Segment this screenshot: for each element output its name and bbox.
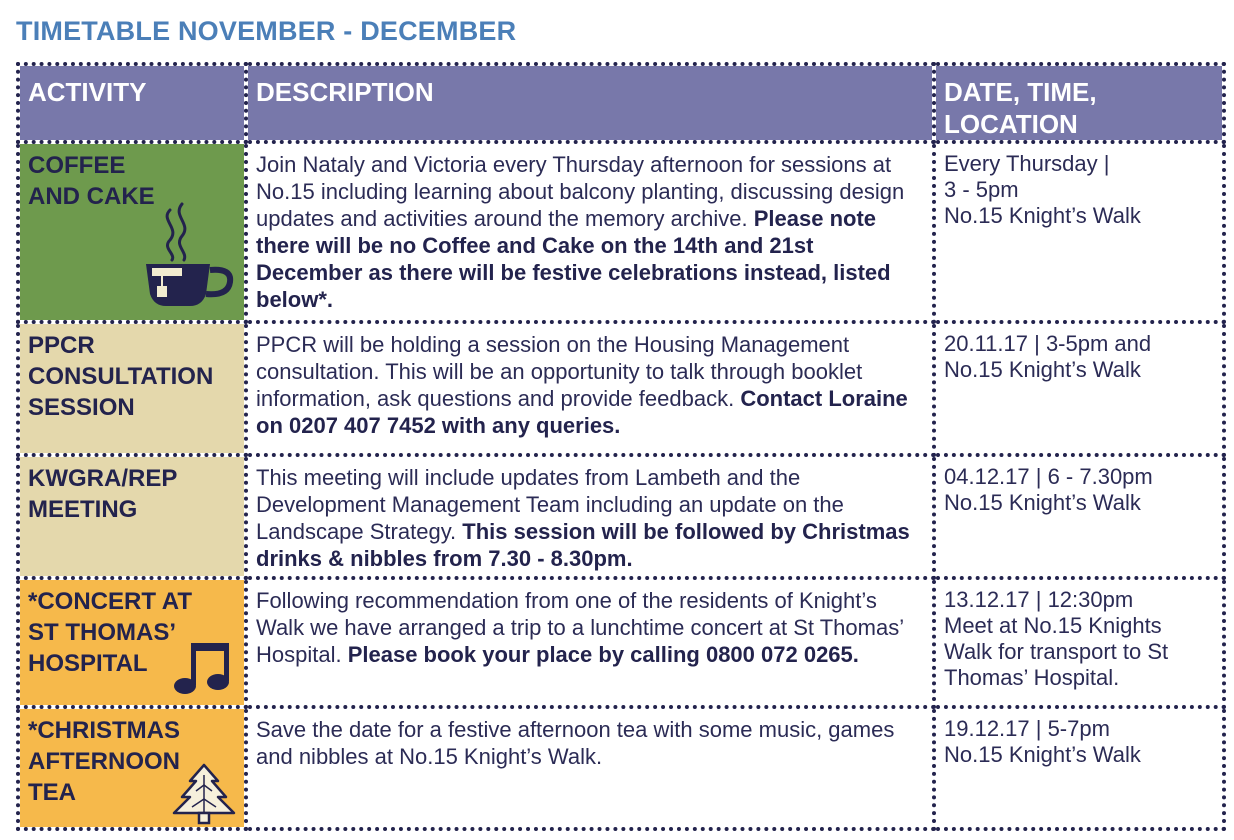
description-cell <box>246 322 934 455</box>
datetime-line: 3 - 5pm <box>944 177 1019 202</box>
datetime-line: 20.11.17 | 3-5pm and <box>944 331 1152 356</box>
description-text: PPCR will be holding a session on the Housing Management consultation. This will be an opportunity to talk through booklet information, ask questions and provide feedback. <box>256 332 863 411</box>
header-description-label: DESCRIPTION <box>256 77 434 107</box>
description-text: Join Nataly and Victoria every Thursday afternoon for sessions at No.15 including learning about balcony planting, discussing design updates and activities around the memory archive. <box>256 152 905 231</box>
header-datetime-label: DATE, TIME, LOCATION <box>944 77 1097 139</box>
datetime-line: No.15 Knight’s Walk <box>944 357 1141 382</box>
datetime-line: No.15 Knight’s Walk <box>944 490 1141 515</box>
page-title: TIMETABLE NOVEMBER - DECEMBER <box>16 16 517 46</box>
header-row <box>18 64 1224 142</box>
datetime-cell <box>934 322 1224 455</box>
table-row <box>18 578 1224 707</box>
description-notice: Please note there will be no Coffee and Cake on the 14th and 21st December as there will be festive celebrations instead, listed below*. <box>256 206 891 312</box>
datetime-cell <box>934 142 1224 322</box>
header-activity-label: ACTIVITY <box>28 77 147 107</box>
activity-cell <box>18 707 246 829</box>
activity-title: COFFEE AND CAKE <box>28 152 155 210</box>
datetime-cell <box>934 578 1224 707</box>
table-row <box>18 322 1224 455</box>
description-cell <box>246 707 934 829</box>
datetime-line: No.15 Knight’s Walk <box>944 203 1141 228</box>
datetime-line: No.15 Knight’s Walk <box>944 742 1141 767</box>
description-cell <box>246 455 934 578</box>
description-text: This meeting will include updates from Lambeth and the Development Management Team including an update on the Landscape Strategy. <box>256 465 844 544</box>
datetime-line: Meet at No.15 Knights Walk for transport to St Thomas’ Hospital. <box>944 613 1169 690</box>
activity-cell <box>18 142 246 322</box>
table-row <box>18 142 1224 322</box>
header-datetime <box>934 64 1224 142</box>
description-cell <box>246 142 934 322</box>
activity-title: *CHRISTMAS AFTERNOON TEA <box>28 717 181 806</box>
header-activity <box>18 64 246 142</box>
datetime-line: Every Thursday | <box>944 151 1110 176</box>
christmas-tree-icon <box>170 763 238 825</box>
activity-title: KWGRA/REP MEETING <box>28 465 177 523</box>
description-notice: Contact Loraine on 0207 407 7452 with any queries. <box>256 386 908 438</box>
datetime-cell <box>934 455 1224 578</box>
timetable <box>16 62 1226 831</box>
description-notice: This session will be followed by Christmas drinks & nibbles from 7.30 - 8.30pm. <box>256 519 910 571</box>
activity-cell <box>18 578 246 707</box>
description-text: Save the date for a festive afternoon tea with some music, games and nibbles at No.15 Knight’s Walk. <box>256 717 895 769</box>
activity-cell <box>18 322 246 455</box>
datetime-line: 13.12.17 | 12:30pm <box>944 587 1134 612</box>
datetime-line: 19.12.17 | 5-7pm <box>944 716 1110 741</box>
table-row <box>18 707 1224 829</box>
description-notice: Please book your place by calling 0800 072 0265. <box>347 642 859 667</box>
activity-title: PPCR CONSULTATION SESSION <box>28 332 214 421</box>
datetime-line: 04.12.17 | 6 - 7.30pm <box>944 464 1153 489</box>
description-cell <box>246 578 934 707</box>
music-note-icon <box>174 639 234 697</box>
activity-cell <box>18 455 246 578</box>
datetime-cell <box>934 707 1224 829</box>
teacup-icon <box>140 202 236 310</box>
activity-title: *CONCERT AT ST THOMAS’ HOSPITAL <box>28 588 192 677</box>
table-row <box>18 455 1224 578</box>
description-text: Following recommendation from one of the residents of Knight’s Walk we have arranged a trip to a lunchtime concert at St Thomas’ Hospital. <box>256 588 904 667</box>
header-description <box>246 64 934 142</box>
